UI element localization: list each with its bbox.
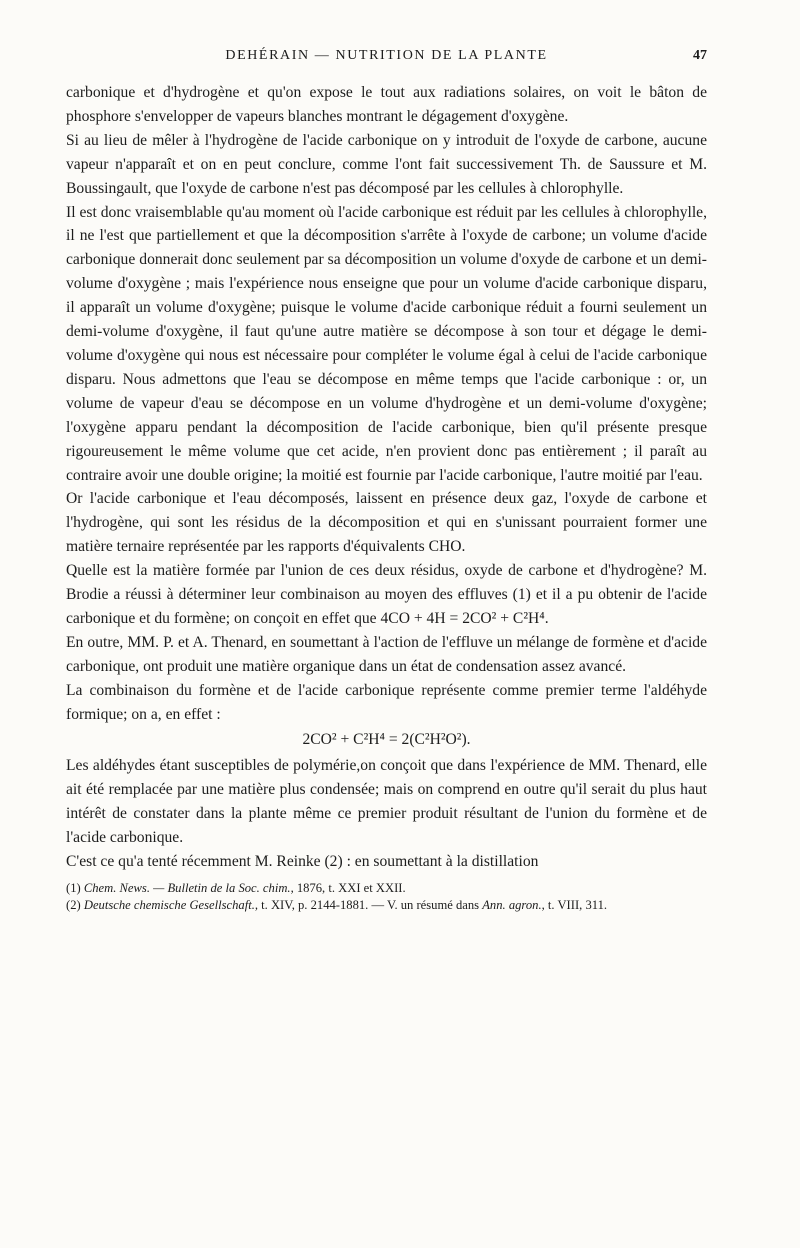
footnote-marker: (2) <box>66 897 81 912</box>
paragraph: La combinaison du formène et de l'acide carbonique représente comme premier terme l'aldéhyde formique; on a, en effet : <box>66 681 707 723</box>
footnote-text: t. VIII, 311. <box>544 897 608 912</box>
body-text <box>66 81 707 874</box>
footnote-citation: Chem. News. — Bulletin de la Soc. chim., <box>83 880 294 895</box>
paragraph: Si au lieu de mêler à l'hydrogène de l'acide carbonique on y introduit de l'oxyde de carbone, aucune vapeur n'apparaît et on en peut conclure, comme l'ont fait successivement Th. de Saussure et M. Boussingault, que l'oxyde de carbone n'est pas décomposé par les cellules à chlorophylle. <box>66 131 707 197</box>
footnote <box>66 880 707 897</box>
paragraph: En outre, MM. P. et A. Thenard, en soumettant à l'action de l'effluve un mélange de formène et d'acide carbonique, ont produit une matière organique dans un état de condensation assez avancé. <box>66 633 707 675</box>
footnote <box>66 897 707 914</box>
paragraph: C'est ce qu'a tenté récemment M. Reinke (2) : en soumettant à la distillation <box>66 853 539 870</box>
paragraph: Les aldéhydes étant susceptibles de polymérie,on conçoit que dans l'expérience de MM. Thenard, elle ait été remplacée par une matière plus condensée; mais on comprend en outre qu'il serait du plus haut intérêt de constater dans la plante même ce premier produit résultant de l'union du formène et de l'acide carbonique. <box>66 757 707 847</box>
page-number: 47 <box>693 48 707 63</box>
footnote-text: t. XIV, p. 2144-1881. — V. un résumé dans <box>258 897 483 912</box>
paragraph: Or l'acide carbonique et l'eau décomposés, laissent en présence deux gaz, l'oxyde de carbone et l'hydrogène, qui sont les résidus de la décomposition et qui en s'unissant pourraient former une matière ternaire représentée par les rapports d'équivalents CHO. <box>66 490 707 556</box>
footnotes <box>66 880 707 913</box>
footnote-citation: Deutsche chemische Gesellschaft., <box>83 897 258 912</box>
equation: 2CO² + C²H⁴ = 2(C²H²O²). <box>302 731 471 749</box>
footnote-citation: Ann. agron., <box>482 897 545 912</box>
footnote-marker: (1) <box>66 880 81 895</box>
footnote-text: 1876, t. XXI et XXII. <box>293 880 406 895</box>
running-title: DEHÉRAIN — NUTRITION DE LA PLANTE <box>225 48 548 63</box>
paragraph: carbonique et d'hydrogène et qu'on expose le tout aux radiations solaires, on voit le bâton de phosphore s'envelopper de vapeurs blanches montrant le dégagement d'oxygène. <box>66 84 707 125</box>
paragraph: Quelle est la matière formée par l'union de ces deux résidus, oxyde de carbone et d'hydrogène? M. Brodie a réussi à déterminer leur combinaison au moyen des effluves (1) et il a pu obtenir de l'acide carbonique et du formène; on conçoit en effet que 4CO + 4H = 2CO² + C²H⁴. <box>66 562 707 627</box>
paragraph: Il est donc vraisemblable qu'au moment où l'acide carbonique est réduit par les cellules à chlorophylle, il ne l'est que partiellement et que la décomposition s'arrête à l'oxyde de carbone; un volume d'acide carbonique donnerait donc seulement par sa décomposition un volume d'oxyde de carbone et un demi-volume d'oxygène ; mais l'expérience nous enseigne que pour un volume d'acide carbonique disparu, il apparaît un volume d'oxygène; puisque le volume d'acide carbonique réduit a fourni seulement un demi-volume d'oxygène, il faut qu'une autre matière se décompose à son tour et dégage le demi-volume d'oxygène qui nous est nécessaire pour compléter le volume égal à celui de l'acide carbonique disparu. Nous admettons que l'eau se décompose en même temps que l'acide carbonique : or, un volume de vapeur d'eau se décompose en un volume d'hydrogène et un demi-volume d'oxygène; l'oxygène apparu pendant la décomposition de l'acide carbonique, bien qu'il présente presque rigoureusement le même volume que cet acide, n'en provient donc pas entièrement ; il paraît au contraire avoir une double origine; la moitié est fournie par l'acide carbonique, l'autre moitié par l'eau. <box>66 203 707 484</box>
running-head <box>66 48 707 70</box>
